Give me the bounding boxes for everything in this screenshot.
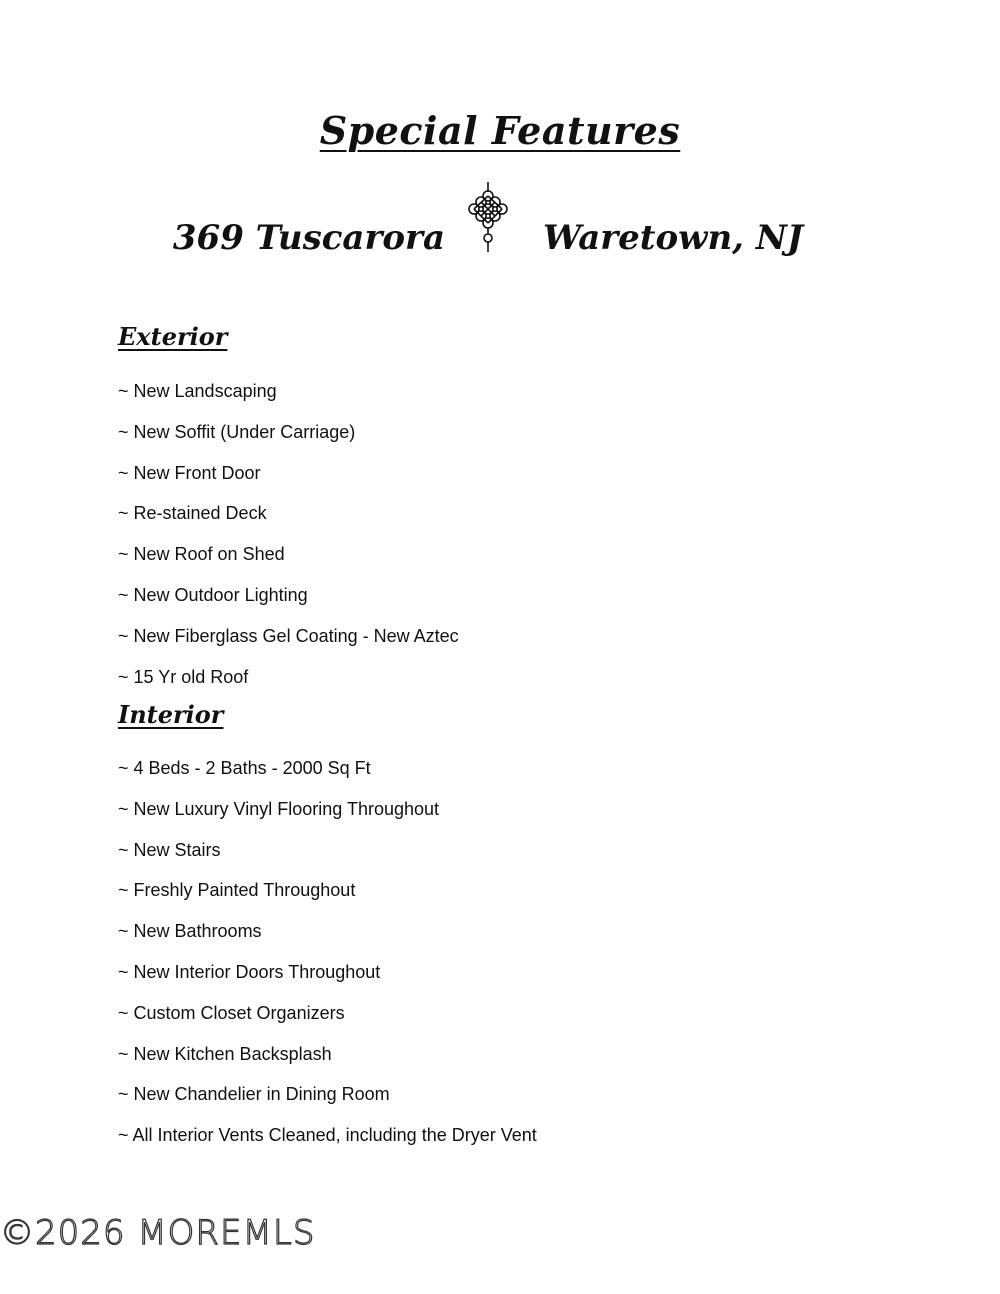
list-item: ~ New Bathrooms [118, 921, 262, 942]
list-item: ~ New Fiberglass Gel Coating - New Aztec [118, 625, 459, 646]
list-item: ~ All Interior Vents Cleaned, including the Dryer Vent [118, 1125, 537, 1146]
list-item: ~ New Luxury Vinyl Flooring Throughout [118, 798, 440, 819]
copyright-watermark: ©2026 MOREMLS [0, 1213, 316, 1253]
list-item: ~ Freshly Painted Throughout [118, 880, 356, 901]
page-title: Special Features [319, 108, 681, 153]
list-item: ~ New Outdoor Lighting [118, 584, 308, 605]
list-item: ~ Custom Closet Organizers [118, 1002, 345, 1023]
list-item: ~ 15 Yr old Roof [118, 666, 249, 687]
list-item: ~ 4 Beds - 2 Baths - 2000 Sq Ft [118, 758, 371, 778]
interior-list [118, 757, 537, 1165]
list-item: ~ New Front Door [118, 462, 261, 483]
list-item: ~ New Kitchen Backsplash [118, 1043, 332, 1064]
interior-heading: Interior [118, 700, 224, 729]
town-state: Waretown, NJ [543, 218, 804, 258]
list-item: ~ New Roof on Shed [118, 544, 285, 565]
list-item: ~ New Interior Doors Throughout [118, 961, 381, 982]
list-item: ~ Re-stained Deck [118, 503, 267, 524]
exterior-list [118, 380, 459, 706]
exterior-heading: Exterior [118, 322, 228, 351]
address-row [0, 182, 1000, 272]
list-item: ~ New Soffit (Under Carriage) [118, 421, 356, 442]
list-item: ~ New Chandelier in Dining Room [118, 1084, 390, 1105]
celtic-knot-ornament-icon [459, 182, 517, 254]
street-address: 369 Tuscarora [172, 218, 445, 258]
list-item: ~ New Stairs [118, 839, 221, 860]
list-item: ~ New Landscaping [118, 381, 277, 401]
